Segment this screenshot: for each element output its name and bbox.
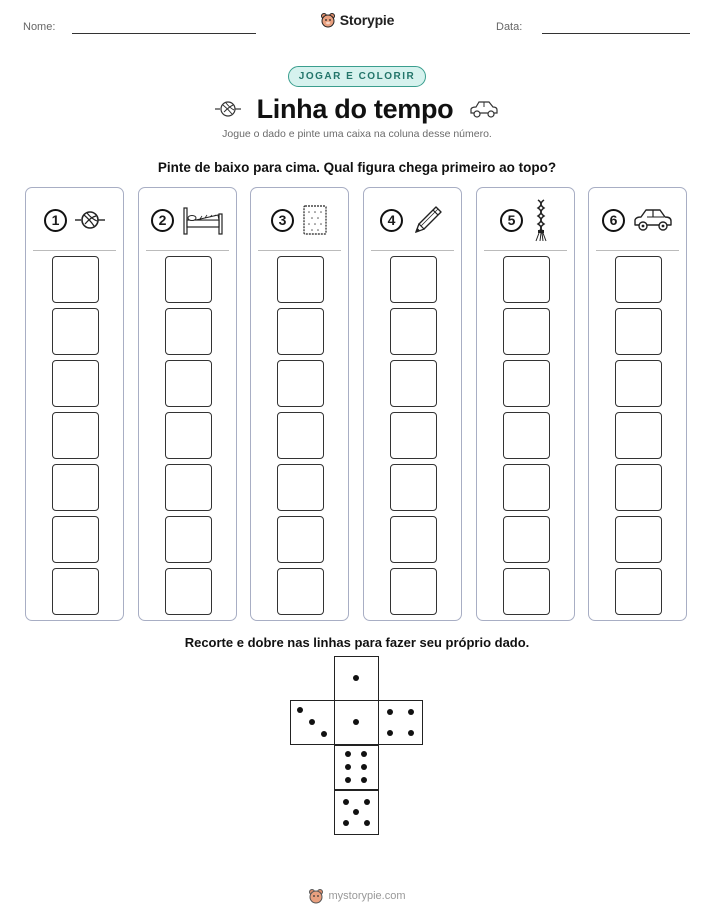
dice-pip (364, 820, 370, 826)
color-box[interactable] (503, 464, 550, 511)
instruction-heading: Pinte de baixo para cima. Qual figura chega primeiro ao topo? (157, 160, 557, 175)
storypie-mascot-icon (320, 12, 336, 28)
column-header (364, 202, 461, 238)
braid-icon (531, 198, 551, 242)
color-box[interactable] (277, 412, 324, 459)
color-box[interactable] (165, 308, 212, 355)
column-number: 2 (151, 209, 174, 232)
color-box[interactable] (277, 516, 324, 563)
color-box[interactable] (615, 412, 662, 459)
brand-name: Storypie (339, 12, 395, 28)
column-divider (596, 250, 679, 251)
color-box[interactable] (277, 256, 324, 303)
name-line (72, 33, 256, 34)
color-box[interactable] (165, 360, 212, 407)
dice-pip (387, 709, 393, 715)
category-badge: JOGAR E COLORIR (288, 66, 426, 87)
color-box[interactable] (615, 568, 662, 615)
column-1 (25, 187, 124, 621)
column-5 (476, 187, 575, 621)
color-box[interactable] (503, 256, 550, 303)
color-box[interactable] (390, 360, 437, 407)
dice-pip (353, 675, 359, 681)
color-box[interactable] (615, 360, 662, 407)
date-line (542, 33, 690, 34)
column-divider (146, 250, 229, 251)
footer (0, 888, 714, 904)
column-3 (250, 187, 349, 621)
dice-face-center (334, 700, 379, 745)
color-box[interactable] (165, 516, 212, 563)
car-icon (633, 207, 673, 233)
name-label: Nome: (23, 21, 56, 33)
column-number: 1 (44, 209, 67, 232)
dice-pip (353, 809, 359, 815)
dice-pip (408, 730, 414, 736)
color-box[interactable] (52, 360, 99, 407)
color-box[interactable] (503, 412, 550, 459)
dice-face-left (290, 700, 335, 745)
column-divider (258, 250, 341, 251)
color-box[interactable] (277, 308, 324, 355)
bed-icon (182, 204, 224, 236)
column-divider (484, 250, 567, 251)
color-box[interactable] (165, 256, 212, 303)
color-box[interactable] (390, 412, 437, 459)
color-box[interactable] (52, 568, 99, 615)
dice-pip (361, 764, 367, 770)
color-box[interactable] (165, 464, 212, 511)
column-divider (33, 250, 116, 251)
column-header (26, 202, 123, 238)
column-header (589, 202, 686, 238)
dice-face-lower-middle (334, 745, 379, 790)
dice-face-bottom (334, 790, 379, 835)
color-box[interactable] (503, 568, 550, 615)
brand-logo (0, 12, 714, 28)
dice-pip (408, 709, 414, 715)
color-box[interactable] (52, 412, 99, 459)
dice-instruction: Recorte e dobre nas linhas para fazer seu próprio dado. (184, 635, 530, 650)
color-box[interactable] (277, 360, 324, 407)
title-row (0, 88, 714, 130)
dice-pip (387, 730, 393, 736)
color-box[interactable] (52, 256, 99, 303)
yarn-ball-icon (75, 209, 105, 231)
column-header (139, 202, 236, 238)
dice-pip (353, 719, 359, 725)
column-number: 3 (271, 209, 294, 232)
color-box[interactable] (165, 568, 212, 615)
dice-pip (343, 799, 349, 805)
column-number: 6 (602, 209, 625, 232)
footer-url: mystorypie.com (328, 890, 406, 902)
dice-pip (361, 751, 367, 757)
color-box[interactable] (52, 464, 99, 511)
color-box[interactable] (390, 516, 437, 563)
pencil-icon (411, 203, 445, 237)
color-box[interactable] (615, 256, 662, 303)
dice-pip (321, 731, 327, 737)
color-box[interactable] (503, 360, 550, 407)
yarn-ball-icon (215, 99, 241, 119)
dice-face-top (334, 656, 379, 701)
column-number: 5 (500, 209, 523, 232)
color-box[interactable] (390, 308, 437, 355)
column-2 (138, 187, 237, 621)
car-icon (469, 99, 499, 119)
dice-face-right (378, 700, 423, 745)
color-box[interactable] (390, 464, 437, 511)
color-box[interactable] (503, 516, 550, 563)
dice-pip (309, 719, 315, 725)
dice-pip (345, 764, 351, 770)
storypie-mascot-small-icon (308, 888, 324, 904)
column-header (477, 202, 574, 238)
color-box[interactable] (503, 308, 550, 355)
subtitle: Jogue o dado e pinte uma caixa na coluna desse número. (222, 128, 492, 140)
dice-pip (297, 707, 303, 713)
dice-pip (345, 751, 351, 757)
color-box[interactable] (277, 464, 324, 511)
color-box[interactable] (615, 308, 662, 355)
date-label: Data: (496, 21, 523, 33)
column-divider (371, 250, 454, 251)
column-6 (588, 187, 687, 621)
color-box[interactable] (615, 516, 662, 563)
cracker-icon (302, 204, 328, 236)
dice-pip (361, 777, 367, 783)
color-box[interactable] (390, 568, 437, 615)
color-box[interactable] (390, 256, 437, 303)
color-box[interactable] (615, 464, 662, 511)
column-4 (363, 187, 462, 621)
color-box[interactable] (52, 516, 99, 563)
color-box[interactable] (165, 412, 212, 459)
dice-pip (343, 820, 349, 826)
dice-pip (345, 777, 351, 783)
color-box[interactable] (52, 308, 99, 355)
column-header (251, 202, 348, 238)
column-number: 4 (380, 209, 403, 232)
dice-pip (364, 799, 370, 805)
color-box[interactable] (277, 568, 324, 615)
page-title: Linha do tempo (256, 93, 454, 124)
